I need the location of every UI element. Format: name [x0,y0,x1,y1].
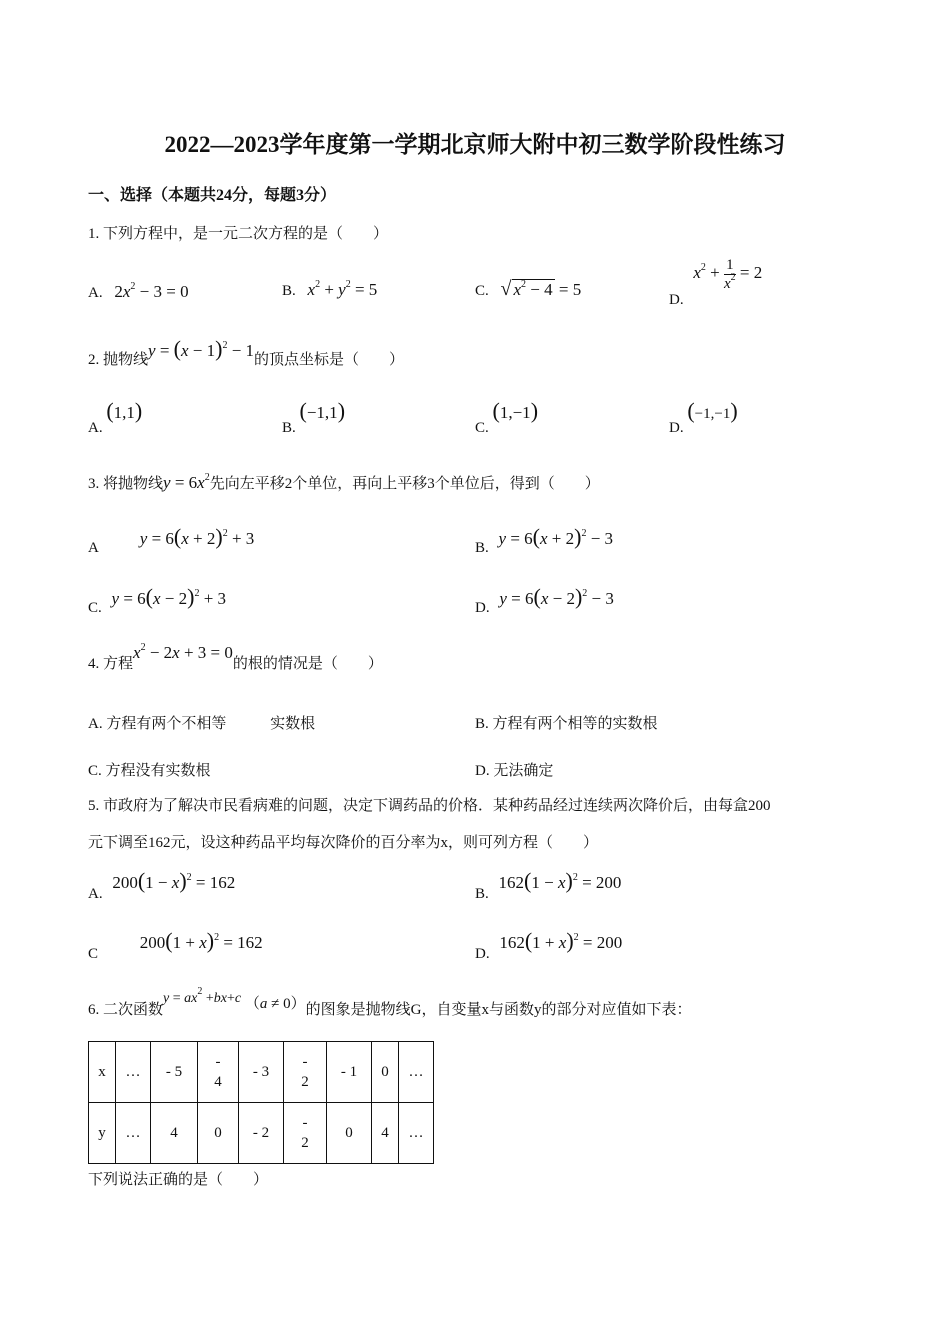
q4-d-text: 无法确定 [493,763,554,779]
q3-c-expr: $y = 6(x - 2)^2 + 3$ [111,584,227,609]
q3-stem-expr: $y = 6x^2$ [163,472,210,492]
q5-option-d [475,928,623,962]
q2-b-label: B. [282,420,296,436]
q1-b-expr: $x^2 + y^2 = 5$ [307,279,378,299]
q1-option-d [669,256,763,309]
q4-option-c [88,759,211,780]
q5-option-b [475,868,622,902]
q3-option-c [88,584,227,616]
q2-option-b [282,398,346,436]
table-cell: y [89,1103,116,1164]
q3-option-b [475,524,614,556]
q3-option-d [475,584,614,616]
q2-c-label: C. [475,420,489,436]
q3-b-label: B. [475,540,489,556]
q4-option-a [88,712,315,733]
q6-stem-expr: $y = ax^2 +bx+c$ [163,986,242,1006]
table-cell [284,1103,327,1164]
table-cell: - 5 [151,1042,198,1103]
q5-d-expr: $162(1 + x)^2 = 200$ [499,928,623,953]
q1-c-expr: √ $x^2 - 4 = 5$ [500,278,582,300]
q4-a-text2: 实数根 [270,716,316,732]
table-row-y [89,1103,434,1164]
q3-b-expr: $y = 6(x + 2)^2 - 3$ [498,524,614,549]
q2-stem-pre: 2. 抛物线 [88,352,149,368]
q3-a-expr: $y = 6(x + 2)^2 + 3$ [139,524,255,549]
q4-b-label: B. [475,716,489,732]
q2-c-val: (1,−1) [492,398,539,423]
q3-option-a [88,524,255,556]
table-cell-text: - 4 [214,1054,222,1090]
q4-stem [88,642,383,672]
q3-c-label: C. [88,600,102,616]
section-heading: 一、选择（本题共24分，每题3分） [88,187,337,204]
q2-b-val: (−1,1) [299,398,346,423]
q1-option-c [475,278,581,301]
q2-d-val: (−1,−1) [687,398,738,423]
page-title: 2022—2023学年度第一学期北京师大附中初三数学阶段性练习 [164,132,786,157]
q1-c-label: C. [475,283,489,299]
q2-option-a [88,398,143,436]
q5-option-a [88,868,236,902]
q5-option-c [88,928,263,962]
q5-c-expr: $200(1 + x)^2 = 162$ [139,928,263,953]
q4-option-d [475,759,553,780]
q4-a-label: A. [88,716,103,732]
table-cell [284,1042,327,1103]
table-cell-text: - 2 [301,1054,309,1090]
q2-d-label: D. [669,420,684,436]
q3-d-expr: $y = 6(x - 2)^2 - 3$ [499,584,614,609]
q6-stem-pre: 6. 二次函数 [88,1002,164,1018]
q4-b-text: 方程有两个相等的实数根 [492,716,658,732]
q1-a-label: A. [88,285,103,301]
q5-a-expr: $200(1 - x)^2 = 162$ [112,868,236,893]
q4-stem-post: 的根的情况是（ ） [232,656,383,672]
table-cell: … [116,1103,151,1164]
table-cell: 4 [151,1103,198,1164]
q6-stem-post: 的图象是抛物线G，自变量x与函数y的部分对应值如下表： [305,1002,692,1018]
q2-a-label: A. [88,420,103,436]
q5-a-label: A. [88,886,103,902]
q2-stem [88,336,405,370]
q5-c-label: C [88,946,99,962]
table-cell: x [89,1042,116,1103]
q3-stem-pre: 3. 将抛物线 [88,476,164,492]
q2-a-val: (1,1) [106,398,143,423]
q1-b-label: B. [282,283,296,299]
table-cell: … [116,1042,151,1103]
q3-a-label: A [88,540,99,556]
table-cell [198,1042,239,1103]
q5-b-label: B. [475,886,489,902]
table-cell: … [399,1042,434,1103]
table-cell: - 3 [239,1042,284,1103]
q1-option-b [282,280,377,300]
q1-stem: 1. 下列方程中，是一元二次方程的是（ ） [88,226,389,242]
table-cell: 4 [372,1103,399,1164]
q6-after: 下列说法正确的是（ ） [88,1172,269,1188]
q4-stem-expr: $x^2 - 2x + 3 = 0$ [133,642,233,662]
q4-d-label: D. [475,763,490,779]
q1-a-expr: $2x^2 - 3 = 0$ [114,281,189,301]
q4-stem-pre: 4. 方程 [88,656,134,672]
table-cell-text: - 2 [301,1115,309,1151]
q4-c-label: C. [88,763,102,779]
q5-line2: 元下调至162元，设这种药品平均每次降价的百分率为x，则可列方程（ ） [88,835,599,851]
table-row-x [89,1042,434,1103]
q4-c-text: 方程没有实数根 [105,763,211,779]
q6-stem-cond: （a ≠ 0） [244,996,306,1012]
q1-option-a [88,282,189,302]
table-cell: 0 [372,1042,399,1103]
value-table [88,1041,434,1164]
q3-d-label: D. [475,600,490,616]
table-cell: … [399,1103,434,1164]
q3-stem [88,472,600,493]
q5-line1: 5. 市政府为了解决市民看病难的问题，决定下调药品的价格．某种药品经过连续两次降价后，由每盒200 [88,798,771,814]
q1-d-expr: $x^2$ + $\frac{1}{x^2}$ = 2 [693,257,763,292]
table-cell: 0 [198,1103,239,1164]
q2-stem-expr: $y = (x - 1)^2 - 1$ [148,336,255,361]
q3-stem-post: 先向左平移2个单位，再向上平移3个单位后，得到（ ） [209,476,600,492]
q4-a-text1: 方程有两个不相等 [106,716,227,732]
q1-d-label: D. [669,292,684,309]
q2-option-c [475,398,539,436]
q5-b-expr: $162(1 - x)^2 = 200$ [498,868,622,893]
table-cell: - 2 [239,1103,284,1164]
table-cell: - 1 [327,1042,372,1103]
q6-stem [88,986,692,1018]
q4-option-b [475,712,658,733]
table-cell: 0 [327,1103,372,1164]
q2-stem-post: 的顶点坐标是（ ） [254,352,405,368]
q5-d-label: D. [475,946,490,962]
q2-option-d [669,398,738,436]
